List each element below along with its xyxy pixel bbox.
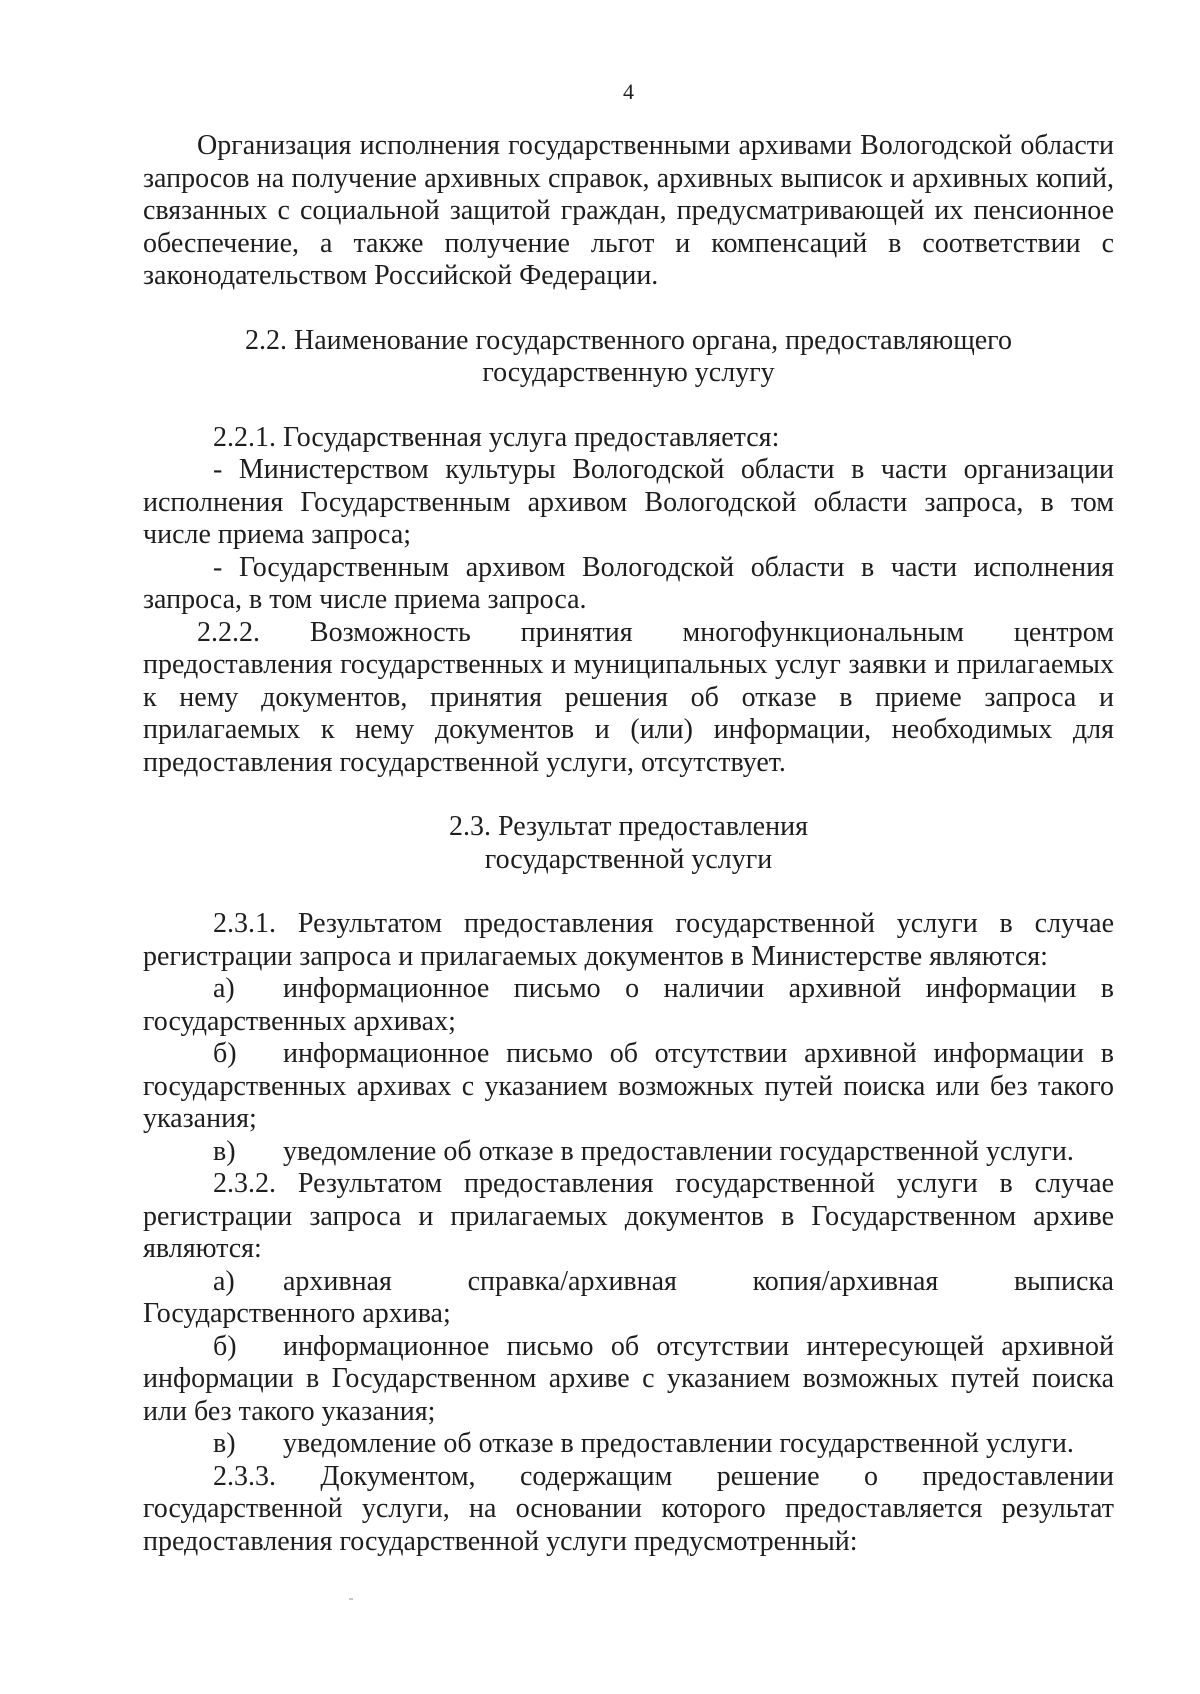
page-number: 4	[623, 79, 634, 104]
list-marker: в)	[213, 1135, 236, 1167]
list-marker: а)	[213, 1265, 235, 1297]
intro-paragraph: Организация исполнения государственными архивами Вологодской области запросов на получение архивных справок, архивных выписок и архивных копий, связанных с социальной защитой граждан, предусматривающей их пенсионное обеспечение, а также получение льгот и компенсаций в соответствии с законодательством Российской Федерации.	[143, 130, 1114, 291]
list-item-text: архивная справка/архивная копия/архивная выписка Государственного архива;	[143, 1265, 1114, 1329]
section-heading-2-2	[143, 325, 1114, 390]
list-marker: а)	[213, 973, 235, 1004]
scan-speck	[349, 1598, 353, 1600]
document-body	[143, 130, 1114, 1558]
section-heading-2-2-line2: государственную услугу	[482, 357, 775, 388]
list-1-item-a	[143, 973, 1114, 1038]
paragraph-ministry-item: - Министерством культуры Вологодской области в части организации исполнения Государственным архивом Вологодской области запроса, в том числе приема запроса;	[143, 454, 1114, 550]
paragraph-2-3-1: 2.3.1. Результатом предоставления государственной услуги в случае регистрации запроса и прилагаемых документов в Министерстве являются:	[143, 908, 1114, 972]
list-item-text: информационное письмо о наличии архивной информации в государственных архивах;	[143, 973, 1114, 1037]
section-heading-2-2-line1: 2.2. Наименование государственного органа, предоставляющего	[245, 324, 1012, 356]
list-item-text: уведомление об отказе в предоставлении государственной услуги.	[283, 1428, 1074, 1459]
list-marker: б)	[213, 1038, 237, 1069]
list-1-item-b	[143, 1038, 1114, 1136]
list-item-text: уведомление об отказе в предоставлении государственной услуги.	[283, 1135, 1074, 1167]
list-item-text: информационное письмо об отсутствии интересующей архивной информации в Государственном архиве с указанием возможных путей поиска или без такого указания;	[143, 1330, 1114, 1427]
section-heading-2-3	[143, 811, 1114, 876]
list-marker: в)	[213, 1428, 236, 1459]
paragraph-archive-item: - Государственным архивом Вологодской области в части исполнения запроса, в том числе приема запроса.	[143, 551, 1114, 615]
list-2-item-a	[143, 1266, 1114, 1331]
list-2-item-b	[143, 1331, 1114, 1429]
list-item-text: информационное письмо об отсутствии архивной информации в государственных архивах с указанием возможных путей поиска или без такого указания;	[143, 1038, 1114, 1134]
paragraph-2-2-1: 2.2.1. Государственная услуга предоставляется:	[213, 421, 780, 453]
paragraph-2-2-2: 2.2.2. Возможность принятия многофункциональным центром предоставления государственных и муниципальных услуг заявки и прилагаемых к нему документов, принятия решения об отказе в приеме запроса и прилагаемых к нему документов и (или) информации, необходимых для предоставления государственной услуги, отсутствует.	[143, 616, 1114, 778]
section-heading-2-3-line1: 2.3. Результат предоставления	[449, 811, 808, 842]
list-marker: б)	[213, 1330, 237, 1362]
list-2-item-c	[143, 1428, 1114, 1461]
list-1-item-c	[143, 1136, 1114, 1169]
paragraph-2-3-2: 2.3.2. Результатом предоставления государственной услуги в случае регистрации запроса и прилагаемых документов в Государственном архиве являются:	[143, 1168, 1114, 1264]
paragraph-2-3-3: 2.3.3. Документом, содержащим решение о предоставлении государственной услуги, на основании которого предоставляется результат предоставления государственной услуги предусмотренный:	[143, 1460, 1114, 1557]
section-heading-2-3-line2: государственной услуги	[484, 843, 773, 875]
